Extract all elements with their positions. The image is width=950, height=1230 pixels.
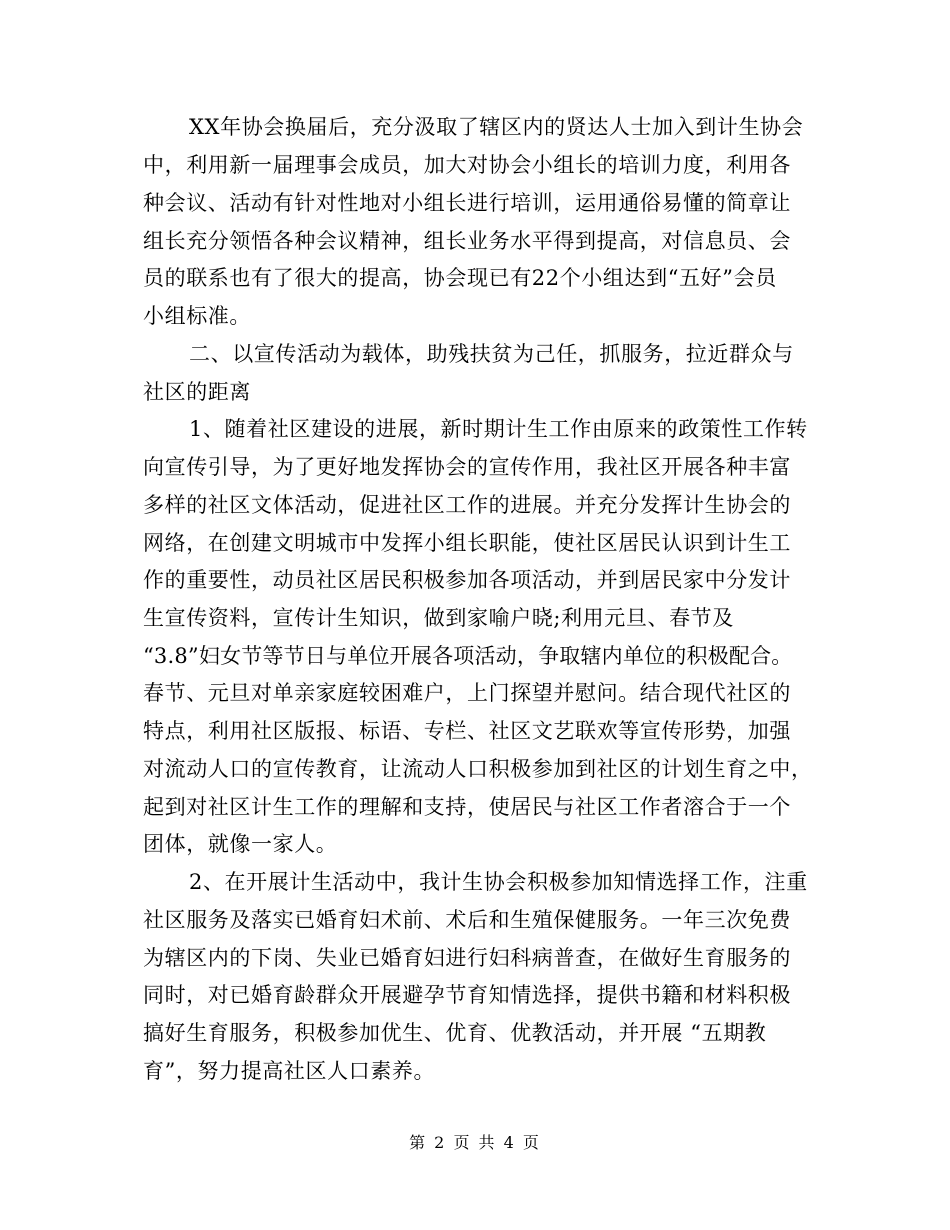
text-line: 特点，利用社区版报、标语、专栏、社区文艺联欢等宣传形势，加强 (143, 719, 791, 743)
text-line: “3.8”妇女节等节日与单位开展各项活动，争取辖内单位的积极配合。 (143, 644, 793, 668)
text-line: 育”，努力提高社区人口素养。 (143, 1059, 436, 1083)
text-line: 小组标准。 (143, 304, 251, 328)
text-line: 社区服务及落实已婚育妇术前、术后和生殖保健服务。一年三次免费 (143, 908, 791, 932)
text-line: 中，利用新一届理事会成员，加大对协会小组长的培训力度，利用各 (143, 153, 791, 177)
text-line: 对流动人口的宣传教育，让流动人口积极参加到社区的计划生育之中， (143, 757, 813, 781)
section-heading: 二、以宣传活动为载体，助残扶贫为己任，抓服务，拉近群众与 (189, 342, 794, 366)
text-line: 起到对社区计生工作的理解和支持，使居民与社区工作者溶合于一个 (143, 795, 791, 819)
text-line: 向宣传引导，为了更好地发挥协会的宣传作用，我社区开展各种丰富 (143, 455, 791, 479)
text-line: 多样的社区文体活动，促进社区工作的进展。并充分发挥计生协会的 (143, 493, 791, 517)
page-number-footer: 第 2 页 共 4 页 (409, 1133, 541, 1152)
text-line: 为辖区内的下岗、失业已婚育妇进行妇科病普查，在做好生育服务的 (143, 946, 791, 970)
text-line: 组长充分领悟各种会议精神，组长业务水平得到提高，对信息员、会 (143, 229, 791, 253)
text-line: 员的联系也有了很大的提高，协会现已有22个小组达到“五好”会员 (143, 266, 777, 290)
text-line: 作的重要性，动员社区居民积极参加各项活动，并到居民家中分发计 (143, 568, 791, 592)
section-heading: 社区的距离 (143, 380, 251, 404)
text-line: 种会议、活动有针对性地对小组长进行培训，运用通俗易懂的简章让 (143, 191, 791, 215)
text-line: 同时，对已婚育龄群众开展避孕节育知情选择，提供书籍和材料积极 (143, 983, 791, 1007)
text-line: 2、在开展计生活动中，我计生协会积极参加知情选择工作，注重 (189, 870, 808, 894)
text-line: 春节、元旦对单亲家庭较困难户，上门探望并慰问。结合现代社区的 (143, 681, 791, 705)
text-line: 网络，在创建文明城市中发挥小组长职能，使社区居民认识到计生工 (143, 531, 791, 555)
text-line: 1、随着社区建设的进展，新时期计生工作由原来的政策性工作转 (189, 417, 808, 441)
text-line: XX年协会换届后，充分汲取了辖区内的贤达人士加入到计生协会 (189, 115, 804, 139)
text-line: 搞好生育服务，积极参加优生、优育、优教活动，并开展 “五期教 (143, 1021, 767, 1045)
text-line: 生宣传资料，宣传计生知识，做到家喻户晓;利用元旦、春节及 (143, 606, 734, 630)
text-line: 团体，就像一家人。 (143, 832, 338, 856)
